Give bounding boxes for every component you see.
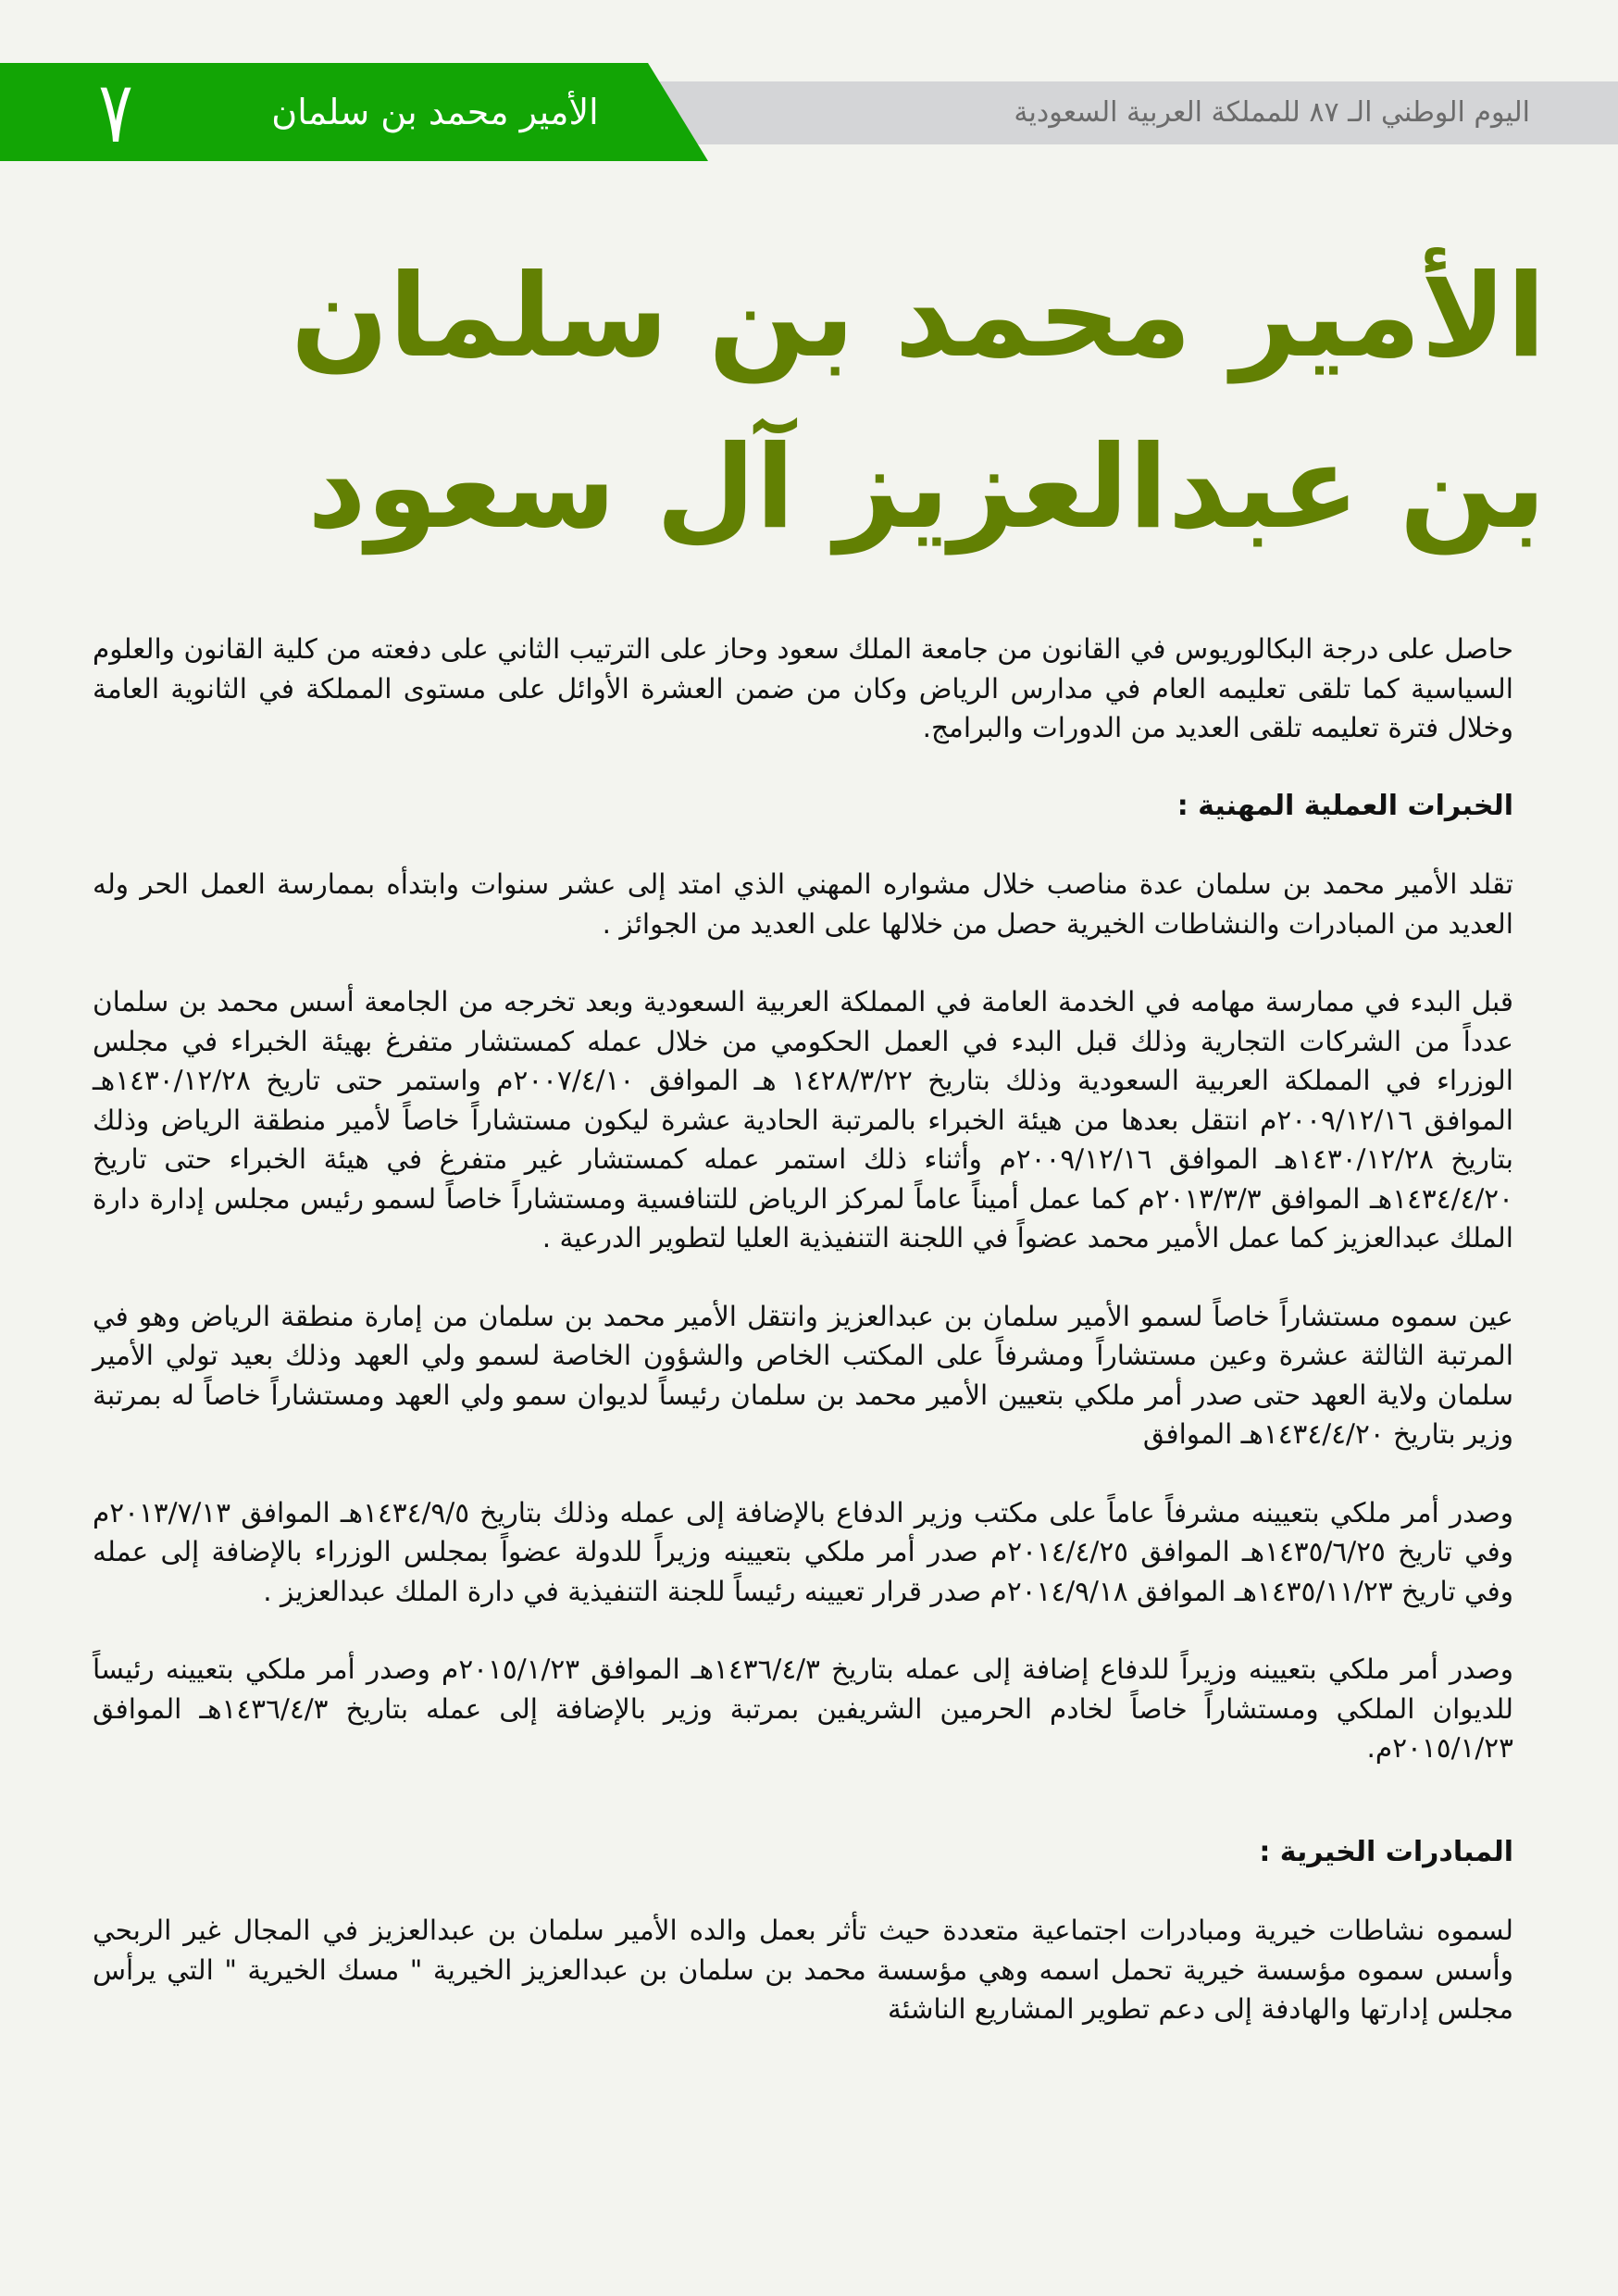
- paragraph-defense-minister: وصدر أمر ملكي بتعيينه وزيراً للدفاع إضافة إلى عمله بتاريخ ١٤٣٦/٤/٣هـ الموافق ٢٠١٥/١/٢٣م وصدر أمر ملكي بتعيينه رئيساً للديوان الملكي ومستشاراً خاصاً لخادم الحرمين الشريفين بمرتبة وزير بالإضافة إلى عمله بتاريخ ١٤٣٦/٤/٣هـ الموافق ٢٠١٥/١/٢٣م.: [93, 1653, 1513, 1764]
- heading-charitable-initiatives: المبادرات الخيرية :: [1259, 1835, 1513, 1868]
- paragraph-career-overview: تقلد الأمير محمد بن سلمان عدة مناصب خلال مشواره المهني الذي امتد إلى عشر سنوات وابتدأه بممارسة العمل الحر وله العديد من المبادرات والنشاطات الخيرية حصل من خلالها على العديد من الجوائز .: [93, 868, 1513, 940]
- article-body: [93, 630, 1513, 2068]
- page-title: [37, 231, 1546, 574]
- paragraph-crown-prince-court: عين سموه مستشاراً خاصاً لسمو الأمير سلمان بن عبدالعزيز وانتقل الأمير محمد بن سلمان من إمارة منطقة الرياض وهو في المرتبة الثالثة عشرة وعين مستشاراً ومشرفاً على المكتب الخاص والشؤون الخاصة لسمو ولي العهد وذلك بعيد تولي الأمير سلمان ولاية العهد حتى صدر أمر ملكي بتعيين الأمير محمد بن سلمان رئيساً لديوان سمو ولي العهد ومستشاراً خاصاً له بمرتبة وزير بتاريخ ١٤٣٤/٤/٢٠هـ الموافق: [93, 1300, 1513, 1450]
- paragraph-charity: لسموه نشاطات خيرية ومبادرات اجتماعية متعددة حيث تأثر بعمل والده الأمير سلمان بن عبدالعزيز في المجال غير الربحي وأسس سموه مؤسسة خيرية تحمل اسمه وهي مؤسسة محمد بن سلمان بن عبدالعزيز الخيرية " مسك الخيرية " التي يرأس مجلس إدارتها والهادفة إلى دعم تطوير المشاريع الناشئة: [93, 1915, 1513, 2025]
- page-title-line-1: الأمير محمد بن سلمان: [290, 250, 1546, 383]
- section-tab-title: الأمير محمد بن سلمان: [271, 92, 599, 132]
- page-number: ٧: [98, 63, 133, 162]
- publication-title: اليوم الوطني الـ ٨٧ للمملكة العربية السعودية: [1014, 96, 1530, 129]
- paragraph-early-career: قبل البدء في ممارسة مهامه في الخدمة العامة في المملكة العربية السعودية وبعد تخرجه من الجامعة أسس محمد بن سلمان عدداً من الشركات التجارية وذلك قبل البدء في العمل الحكومي من خلال عمله كمستشار متفرغ بهيئة الخبراء في مجلس الوزراء في المملكة العربية السعودية وذلك بتاريخ ١٤٢٨/٣/٢٢ هـ الموافق ٢٠٠٧/٤/١٠م واستمر حتى تاريخ ١٤٣٠/١٢/٢٨هـ الموافق ٢٠٠٩/١٢/١٦م انتقل بعدها من هيئة الخبراء بالمرتبة الحادية عشرة ليكون مستشاراً خاصاً لأمير منطقة الرياض وذلك بتاريخ ١٤٣٠/١٢/٢٨هـ الموافق ٢٠٠٩/١٢/١٦م وأثناء ذلك استمر عمله كمستشار غير متفرغ في هيئة الخبراء حتى تاريخ ١٤٣٤/٤/٢٠هـ الموافق ٢٠١٣/٣/٣م كما عمل أميناً عاماً لمركز الرياض للتنافسية ومستشاراً خاصاً لسمو رئيس مجلس إدارة دارة الملك عبدالعزيز كما عمل الأمير محمد عضواً في اللجنة التنفيذية العليا لتطوير الدرعية .: [93, 986, 1513, 1254]
- paragraph-state-minister: وصدر أمر ملكي بتعيينه مشرفاً عاماً على مكتب وزير الدفاع بالإضافة إلى عمله وذلك بتاريخ ١٤٣٤/٩/٥هـ الموافق ٢٠١٣/٧/١٣م وفي تاريخ ١٤٣٥/٦/٢٥هـ الموافق ٢٠١٤/٤/٢٥م صدر أمر ملكي بتعيينه وزيراً للدولة عضواً بمجلس الوزراء بالإضافة إلى عمله وفي تاريخ ١٤٣٥/١١/٢٣هـ الموافق ٢٠١٤/٩/١٨م صدر قرار تعيينه رئيساً للجنة التنفيذية في دارة الملك عبدالعزيز .: [93, 1496, 1513, 1607]
- page-header: [0, 0, 1618, 167]
- paragraph-education: حاصل على درجة البكالوريوس في القانون من جامعة الملك سعود وحاز على الترتيب الثاني على دفعته من كلية القانون والعلوم السياسية كما تلقى تعليمه العام في مدارس الرياض وكان من ضمن العشرة الأوائل على مستوى المملكة في الثانوية العامة وخلال فترة تعليمه تلقى العديد من الدورات والبرامج.: [93, 633, 1513, 743]
- page-title-line-2: بن عبدالعزيز آل سعود: [307, 421, 1546, 555]
- heading-professional-experience: الخبرات العملية المهنية :: [1176, 789, 1513, 822]
